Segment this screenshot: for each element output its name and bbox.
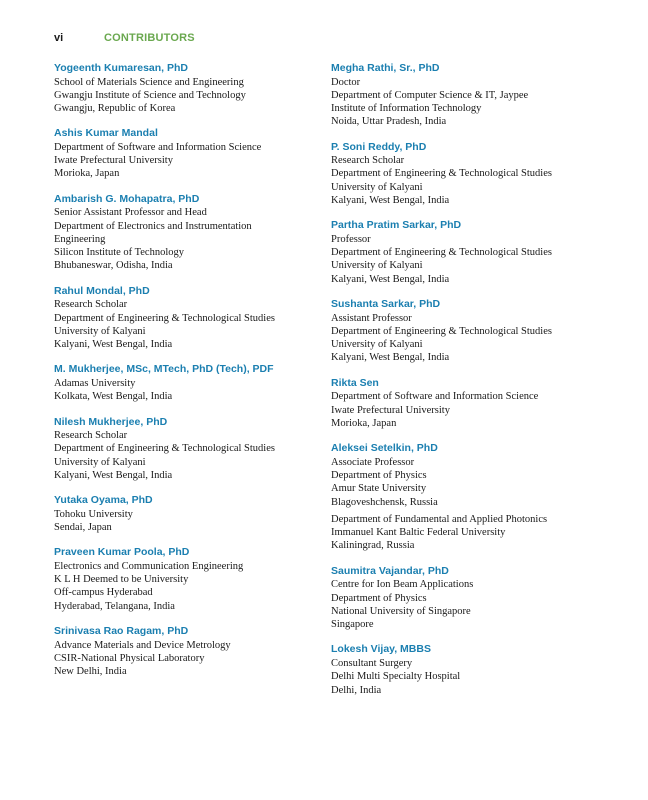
- contributor-name: Yutaka Oyama, PhD: [54, 494, 153, 507]
- affiliation-group: [54, 429, 316, 482]
- affiliation-group: [331, 312, 601, 365]
- section-title: CONTRIBUTORS: [104, 32, 195, 44]
- affiliation-line: University of Kalyani: [54, 325, 146, 337]
- affiliation-line: Department of Computer Science & IT, Jaypee: [331, 89, 529, 101]
- affiliation-group: [331, 390, 601, 430]
- affiliation-line: New Delhi, India: [54, 666, 127, 678]
- contributor-entry: [331, 643, 601, 696]
- affiliation-line: Kalyani, West Bengal, India: [54, 469, 173, 481]
- affiliation-line: Iwate Prefectural University: [54, 155, 173, 167]
- affiliation-group: [54, 377, 316, 404]
- affiliation-line: Immanuel Kant Baltic Federal University: [331, 527, 506, 539]
- affiliation-line: Silicon Institute of Technology: [54, 247, 185, 259]
- affiliation-line: Iwate Prefectural University: [331, 404, 450, 416]
- affiliation-line: Delhi, India: [331, 684, 382, 696]
- affiliation-line: Advance Materials and Device Metrology: [54, 639, 231, 651]
- affiliation-line: Professor: [331, 233, 371, 245]
- affiliation-line: Department of Software and Information Science: [331, 391, 539, 403]
- affiliation-line: Engineering: [54, 233, 106, 245]
- contributor-name: Praveen Kumar Poola, PhD: [54, 546, 190, 559]
- affiliation-line: National University of Singapore: [331, 605, 471, 617]
- affiliation-line: Department of Engineering & Technological Studies: [54, 443, 275, 455]
- affiliation-line: Kalyani, West Bengal, India: [331, 273, 450, 285]
- affiliation-line: Department of Physics: [331, 592, 427, 604]
- affiliation-group: [54, 141, 316, 181]
- contributor-name: Ashis Kumar Mandal: [54, 127, 158, 140]
- affiliation-line: Morioka, Japan: [54, 168, 120, 180]
- affiliation-line: Kalyani, West Bengal, India: [54, 339, 173, 351]
- contributor-name: Partha Pratim Sarkar, PhD: [331, 219, 462, 232]
- affiliation-line: Assistant Professor: [331, 312, 412, 324]
- affiliation-line: Bhubaneswar, Odisha, India: [54, 260, 173, 272]
- affiliation-line: Blagoveshchensk, Russia: [331, 496, 438, 508]
- page-number: vi: [54, 32, 64, 44]
- affiliation-line: Morioka, Japan: [331, 417, 397, 429]
- affiliation-line: Department of Electronics and Instrumentation: [54, 220, 252, 232]
- affiliation-line: Centre for Ion Beam Applications: [331, 579, 474, 591]
- affiliation-line: Hyderabad, Telangana, India: [54, 600, 175, 612]
- affiliation-group: [54, 639, 316, 679]
- affiliation-line: Amur State University: [331, 483, 427, 495]
- affiliation-line: Research Scholar: [331, 155, 405, 167]
- affiliation-line: Department of Software and Information Science: [54, 141, 262, 153]
- page-header: [54, 32, 195, 46]
- contributor-name: P. Soni Reddy, PhD: [331, 140, 427, 153]
- affiliation-group: [331, 456, 601, 509]
- affiliation-line: Department of Physics: [331, 469, 427, 481]
- contributor-name: M. Mukherjee, MSc, MTech, PhD (Tech), PDF: [54, 363, 274, 376]
- affiliation-line: School of Materials Science and Engineering: [54, 76, 244, 88]
- affiliation-line: Senior Assistant Professor and Head: [54, 207, 207, 219]
- affiliation-line: Consultant Surgery: [331, 657, 413, 669]
- contributor-entry: [331, 377, 601, 430]
- contributor-name: Yogeenth Kumaresan, PhD: [54, 62, 188, 74]
- affiliation-line: Gwangju, Republic of Korea: [54, 103, 176, 115]
- contributor-name: Srinivasa Rao Ragam, PhD: [54, 625, 189, 638]
- contributor-entry: [54, 62, 316, 115]
- affiliation-line: Department of Engineering & Technological Studies: [331, 168, 552, 180]
- contributor-name: Lokesh Vijay, MBBS: [331, 643, 431, 656]
- affiliation-group: [331, 233, 601, 286]
- contributor-name: Aleksei Setelkin, PhD: [331, 442, 438, 455]
- affiliation-line: Department of Engineering & Technological Studies: [331, 247, 552, 259]
- affiliation-line: Noida, Uttar Pradesh, India: [331, 116, 447, 128]
- contributors-left-column: [54, 62, 316, 690]
- contributor-entry: [54, 193, 316, 273]
- affiliation-line: Off-campus Hyderabad: [54, 587, 153, 599]
- contributor-entry: [54, 127, 316, 180]
- contributor-entry: [331, 62, 601, 129]
- affiliation-line: Associate Professor: [331, 456, 415, 468]
- contributor-name: Sushanta Sarkar, PhD: [331, 298, 441, 311]
- contributor-name: Saumitra Vajandar, PhD: [331, 564, 449, 577]
- contributor-entry: [54, 285, 316, 352]
- affiliation-line: Tohoku University: [54, 508, 133, 520]
- affiliation-line: Department of Engineering & Technological Studies: [331, 325, 552, 337]
- affiliation-line: Research Scholar: [54, 299, 128, 311]
- affiliation-line: Delhi Multi Specialty Hospital: [331, 671, 461, 683]
- affiliation-line: Department of Engineering & Technological Studies: [54, 312, 275, 324]
- contributor-entry: [331, 141, 601, 208]
- contributor-entry: [54, 546, 316, 613]
- affiliation-line: Singapore: [331, 619, 374, 631]
- affiliation-line: CSIR-National Physical Laboratory: [54, 652, 205, 664]
- affiliation-line: Kalyani, West Bengal, India: [331, 352, 450, 364]
- affiliation-line: University of Kalyani: [54, 456, 146, 468]
- affiliation-line: K L H Deemed to be University: [54, 574, 189, 586]
- affiliation-line: University of Kalyani: [331, 181, 423, 193]
- contributor-name: Rikta Sen: [331, 376, 379, 389]
- contributor-entry: [54, 363, 316, 403]
- affiliation-line: Department of Fundamental and Applied Photonics: [331, 513, 548, 525]
- affiliation-group: [54, 298, 316, 351]
- contributor-entry: [331, 565, 601, 632]
- affiliation-line: Electronics and Communication Engineering: [54, 560, 244, 572]
- affiliation-line: Doctor: [331, 76, 361, 88]
- contributor-entry: [54, 625, 316, 678]
- contributor-entry: [54, 416, 316, 483]
- affiliation-group: [331, 76, 601, 129]
- affiliation-line: Kolkata, West Bengal, India: [54, 391, 173, 403]
- affiliation-group: [54, 76, 316, 116]
- affiliation-group: [54, 560, 316, 613]
- affiliation-line: University of Kalyani: [331, 260, 423, 272]
- affiliation-line: Institute of Information Technology: [331, 103, 482, 115]
- contributor-entry: [331, 298, 601, 365]
- affiliation-line: Gwangju Institute of Science and Technology: [54, 89, 246, 101]
- affiliation-group: [331, 513, 601, 553]
- affiliation-group: [331, 154, 601, 207]
- affiliation-line: University of Kalyani: [331, 339, 423, 351]
- affiliation-line: Kaliningrad, Russia: [331, 540, 415, 552]
- contributors-right-column: [331, 62, 601, 709]
- contributor-entry: [331, 219, 601, 286]
- contributor-name: Ambarish G. Mohapatra, PhD: [54, 192, 200, 205]
- affiliation-line: Research Scholar: [54, 430, 128, 442]
- affiliation-line: Adamas University: [54, 377, 136, 389]
- contributor-name: Nilesh Mukherjee, PhD: [54, 415, 168, 428]
- affiliation-group: [54, 206, 316, 272]
- affiliation-line: Sendai, Japan: [54, 522, 112, 534]
- affiliation-group: [54, 508, 316, 535]
- affiliation-line: Kalyani, West Bengal, India: [331, 195, 450, 207]
- affiliation-group: [331, 657, 601, 697]
- contributor-name: Rahul Mondal, PhD: [54, 284, 150, 297]
- contributor-entry: [331, 442, 601, 553]
- affiliation-group: [331, 578, 601, 631]
- contributor-name: Megha Rathi, Sr., PhD: [331, 62, 440, 74]
- contributor-entry: [54, 494, 316, 534]
